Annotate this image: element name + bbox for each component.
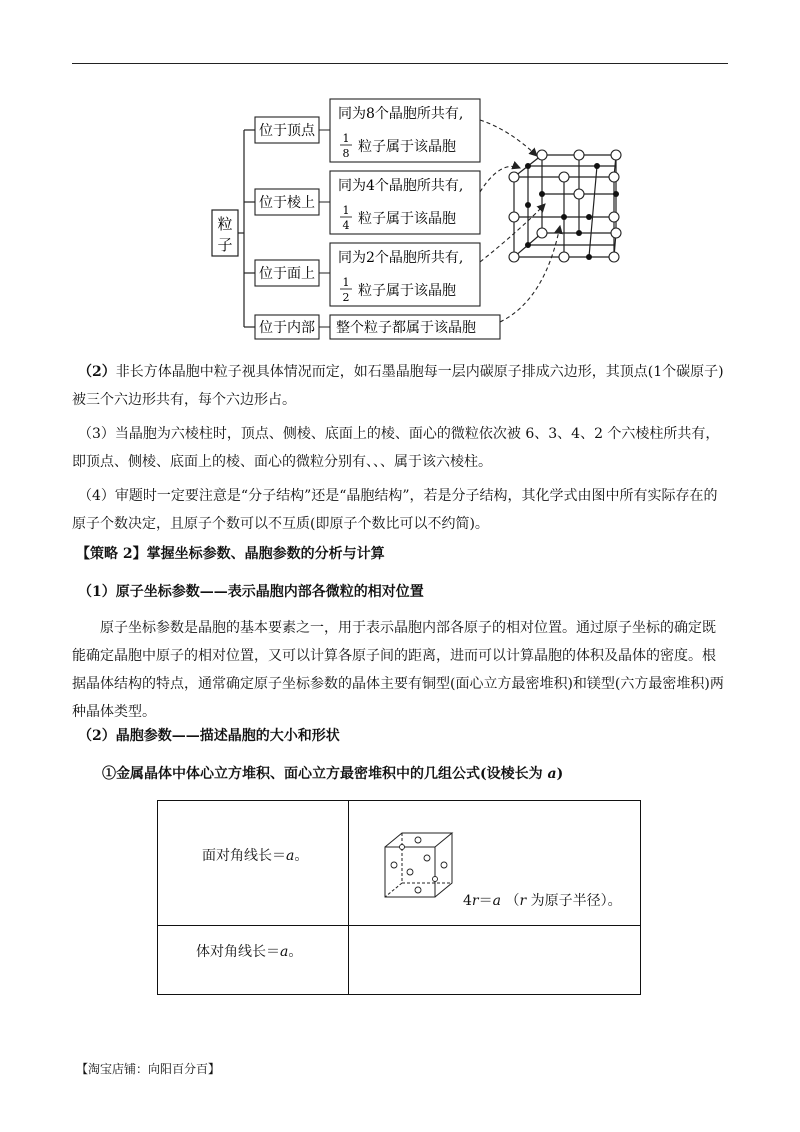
branch-line1-edge: 同为4个晶胞所共有,: [338, 178, 464, 194]
branch-label-edge: 位于棱上: [259, 195, 315, 211]
branch-line2-vertex: 粒子属于该晶胞: [358, 139, 456, 155]
branch-line2-face: 粒子属于该晶胞: [358, 283, 456, 299]
branch-line1-vertex: 同为8个晶胞所共有,: [338, 106, 464, 122]
cell-body-diagonal: 体对角线长＝a。: [196, 944, 303, 960]
section-heading-1: （1）原子坐标参数——表示晶胞内部各微粒的相对位置: [78, 584, 424, 600]
svg-text:1: 1: [342, 132, 350, 145]
branch-line2-edge: 粒子属于该晶胞: [358, 211, 456, 227]
section-heading-3: ①金属晶体中体心立方堆积、面心立方最密堆积中的几组公式(设棱长为 a): [102, 766, 564, 782]
strategy-heading: 【策略 2】掌握坐标参数、晶胞参数的分析与计算: [76, 546, 385, 562]
paragraph-4: （4）审题时一定要注意是“分子结构”还是“晶胞结构”，若是分子结构，其化学式由图中所有实际存在的原子个数决定，且原子个数可以不互质(即原子个数比可以不约简)。: [72, 488, 718, 532]
svg-text:1: 1: [342, 276, 350, 289]
branch-label-face: 位于面上: [259, 266, 315, 282]
branch-label-vertex: 位于顶点: [259, 123, 315, 139]
branch-label-interior: 位于内部: [259, 320, 315, 336]
branch-line1-interior: 整个粒子都属于该晶胞: [336, 320, 476, 336]
paragraph-3: （3）当晶胞为六棱柱时，顶点、侧棱、底面上的棱、面心的微粒依次被 6、3、4、2 个六棱柱所共有，即顶点、侧棱、底面上的棱、面心的微粒分别有、、、属于该六棱柱。: [72, 426, 720, 470]
svg-text:2: 2: [342, 291, 350, 304]
unit-cell-diagram: [0, 0, 800, 350]
footer-shop-label: 【淘宝店铺：向阳百分百】: [76, 1062, 221, 1076]
paragraph-2: （2）非长方体晶胞中粒子视具体情况而定，如石墨晶胞每一层内碳原子排成六边形，其顶点(1个碳原子)被三个六边形共有，每个六边形占。: [72, 364, 724, 408]
body-paragraph: 原子坐标参数是晶胞的基本要素之一，用于表示晶胞内部各原子的相对位置。通过原子坐标的确定既能确定晶胞中原子的相对位置，又可以计算各原子间的距离，进而可以计算晶胞的体积及晶体的密度。根据晶体结构的特点，通常确定原子坐标参数的晶体主要有铜型(面心立方最密堆积)和镁型(六方最密堆积)两种晶体类型。: [72, 620, 724, 720]
formula-table: [157, 800, 641, 995]
svg-text:8: 8: [342, 147, 350, 160]
svg-text:4: 4: [342, 219, 350, 232]
branch-line1-face: 同为2个晶胞所共有,: [338, 250, 464, 266]
fcc-cube-icon: [380, 829, 460, 901]
root-char-2: 子: [217, 236, 233, 254]
root-char-1: 粒: [217, 215, 233, 233]
svg-text:1: 1: [342, 204, 350, 217]
cell-face-diagonal: 面对角线长＝a。: [202, 848, 309, 864]
cell-radius-formula: 4r＝a （r 为原子半径）。: [463, 893, 622, 909]
section-heading-2: （2）晶胞参数——描述晶胞的大小和形状: [78, 728, 340, 744]
